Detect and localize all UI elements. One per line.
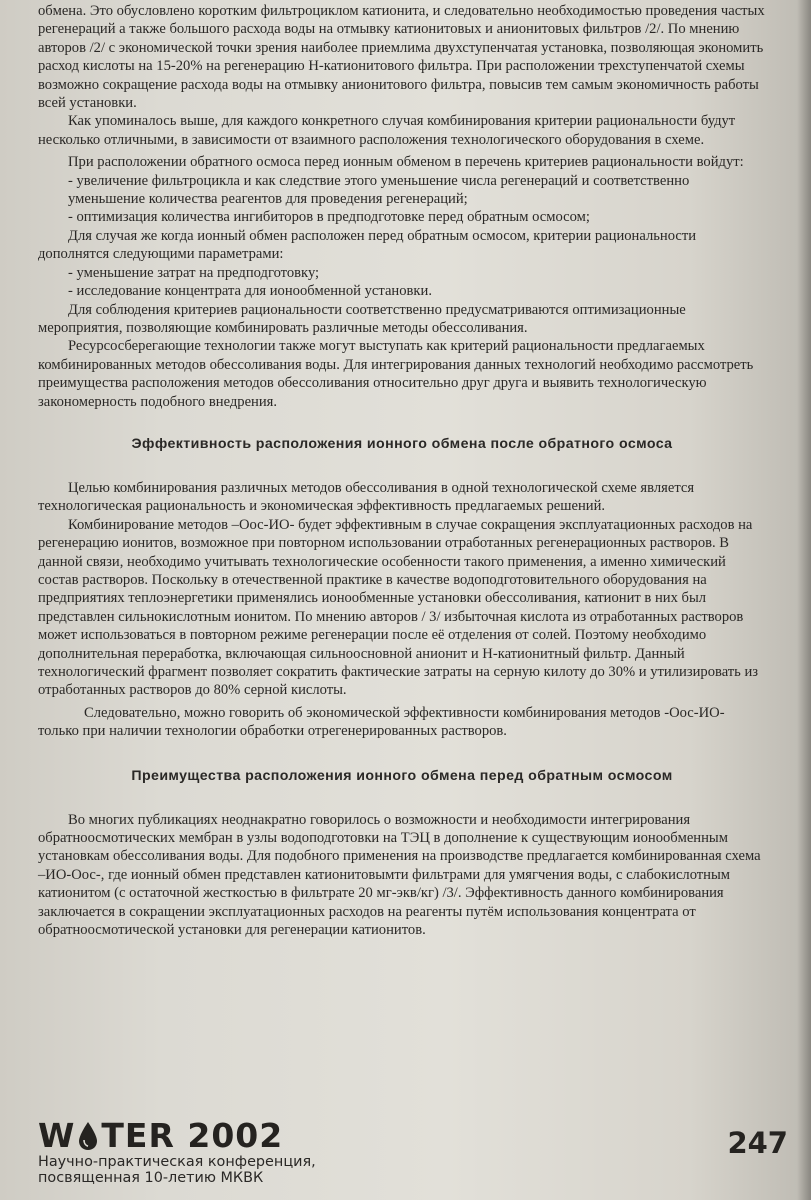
paragraph: Во многих публикациях неоднакратно говорилось о возможности и необходимости интегрирования обратноосмотических мембран в узлы водоподготовки на ТЭЦ в дополнение к существующим ионообменным установкам обессоливания воды. Для подобного применения на производстве предлагается комбинированная схема –ИО-Оос-, где ионный обмен представлен катионитовымти фильтрами для умягчения воды, с слабокислотным катионитом (с остаточной жесткостью в фильтрате 20 мг-экв/кг) /3/. Эффективность данного комбинирования заключается в сокращении эксплуатационных расходов на реагенты путём использования концентрата от обратноосмотической установки для регенерации катионитов.: [38, 811, 761, 939]
subtitle-line: посвященная 10-летию МКВК: [38, 1170, 264, 1186]
paragraph: Для соблюдения критериев рациональности соответственно предусматриваются оптимизационные мероприятия, позволяющие комбинировать различные методы обессоливания.: [38, 301, 686, 336]
paragraph: Следовательно, можно говорить об экономической эффективности комбинирования методов -Оос-ИО- только при наличии технологии обработки отрегенерированных растворов.: [38, 704, 725, 740]
water-drop-icon: [77, 1121, 99, 1151]
paragraph: Ресурсосберегающие технологии также могут выступать как критерий рациональности предлагаемых комбинированных методов обессоливания воды. Для интегрирования данных технологий необходимо рассмотреть преимущества расположения методов обессоливания относительно друг друга и выявить технологическую закономерность подобного внедрения.: [38, 338, 754, 410]
logo-text-left: W: [38, 1116, 76, 1155]
page-content: [38, 2, 766, 939]
section-heading: Преимущества расположения ионного обмена перед обратным осмосом: [131, 767, 673, 784]
paragraph: обмена. Это обусловлено коротким фильтроциклом катионита, и следовательно необходимостью проведения частых регенераций а также большого расхода воды на отмывку катионитовых и анионитовых фильтров /2/. По мнению авторов /2/ с экономической точки зрения наиболее приемлима двухступенчатая установка, позволяющая экономить расход кислоты на 15-20% на регенерацию Н-катионитового фильтра. При расположении трехступенчатой схемы возможно сокращение расхода воды на отмывку анионитового фильтра, повысив тем самым экономичность работы всей установки.: [38, 3, 765, 112]
list-item: - увеличение фильтроцикла и как следствие этого уменьшение числа регенераций и соответственно уменьшение количества реагентов для проведения регенераций;: [68, 172, 690, 208]
logo-text-right: TER 2002: [101, 1116, 284, 1155]
list-item: - оптимизация количества ингибиторов в предподготовке перед обратным осмосом;: [68, 209, 590, 226]
section-heading: Эффективность расположения ионного обмена после обратного осмоса: [131, 435, 673, 452]
paragraph: Для случая же когда ионный обмен расположен перед обратным осмосом, критерии рациональности дополнятся следующими параметрами:: [38, 227, 697, 263]
paragraph: Как упоминалось выше, для каждого конкретного случая комбинирования критерии рациональности будут несколько отличными, в зависимости от взаимного расположения технологического оборудования в схеме.: [38, 113, 736, 148]
list-item: - исследование концентрата для ионообменной установки.: [68, 283, 432, 300]
paragraph: Целью комбинирования различных методов обессоливания в одной технологической схеме является технологическая рациональность и экономическая эффективность предлагаемых решений.: [38, 479, 695, 515]
paragraph: При расположении обратного осмоса перед ионным обменом в перечень критериев рациональности войдут:: [68, 154, 744, 171]
paragraph: Комбинирование методов –Оос-ИО- будет эффективным в случае сокращения эксплуатационных расходов на регенерацию ионитов, возможное при повторном использовании отработанных регенерационных растворов. В данной связи, необходимо учитывать технологические особенности такого применения, а именно химический состав растворов. Поскольку в отечественной практике в качестве водоподготовительного оборудования на предприятиях теплоэнергетики применялись ионообменные установки обессоливания, катионит в них был представлен сильнокислотным ионитом. По мнению авторов / 3/ избыточная кислота из отработанных растворов может использоваться в повторном режиме регенерации после её отделения от солей. Поэтому необходимо дополнительная переработка, включающая сильноосновной анионит и Н-катионитный фильтр. Данный технологический фрагмент позволяет сократить фактические затраты на серную килоту до 30% и утилизировать из отработанных растворов до 80% серной кислоты.: [38, 516, 759, 699]
page-footer: [38, 1118, 788, 1188]
page-number: 247: [727, 1126, 788, 1160]
list-item: - уменьшение затрат на предподготовку;: [68, 264, 320, 281]
conference-subtitle: [38, 1154, 316, 1186]
subtitle-line: Научно-практическая конференция,: [38, 1154, 316, 1170]
conference-logo: [38, 1118, 283, 1154]
